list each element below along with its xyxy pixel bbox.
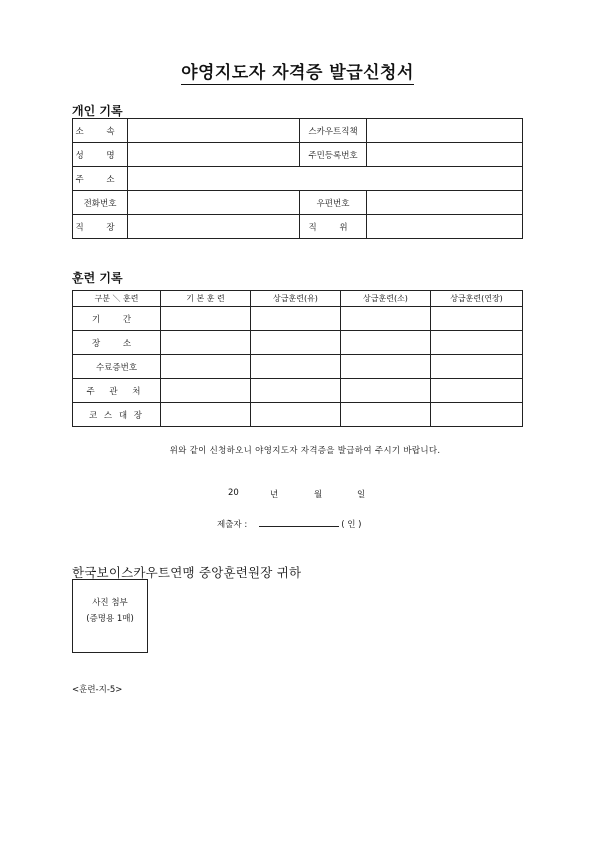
table-cell[interactable] (341, 403, 431, 427)
header-advanced-scout: 상급훈련(소) (341, 291, 431, 307)
table-cell[interactable] (251, 307, 341, 331)
training-record-table (72, 290, 523, 427)
table-row (73, 403, 523, 427)
date-day-label: 일 (357, 490, 366, 500)
job-title-label: 직 위 (300, 215, 367, 239)
table-cell[interactable] (161, 355, 251, 379)
postal-code-field[interactable] (367, 191, 523, 215)
table-cell[interactable] (341, 379, 431, 403)
header-category-training: 구분 ＼ 훈련 (73, 291, 161, 307)
job-title-field[interactable] (367, 215, 523, 239)
photo-requirement: (증명용 1매) (86, 614, 134, 624)
affiliation-field[interactable] (128, 119, 300, 143)
row-label-period: 기 간 (73, 307, 161, 331)
form-code: <훈련-지-5> (72, 685, 123, 695)
recipient-line: 한국보이스카우트연맹 중앙훈련원장 귀하 (72, 565, 302, 580)
table-cell[interactable] (431, 379, 523, 403)
photo-label: 사진 첨부 (92, 598, 128, 608)
personal-record-heading: 개인 기록 (72, 104, 123, 118)
applicant-label: 제출자 : (217, 520, 248, 530)
table-cell[interactable] (161, 307, 251, 331)
table-row (73, 331, 523, 355)
training-record-heading: 훈련 기록 (72, 271, 123, 285)
phone-label: 전화번호 (73, 191, 128, 215)
table-cell[interactable] (251, 331, 341, 355)
table-row (73, 191, 523, 215)
form-title: 야영지도자 자격증 발급신청서 (181, 63, 414, 83)
header-advanced-extended: 상급훈련(연장) (431, 291, 523, 307)
resident-number-field[interactable] (367, 143, 523, 167)
resident-number-label: 주민등록번호 (300, 143, 367, 167)
table-cell[interactable] (161, 403, 251, 427)
personal-record-table (72, 118, 523, 239)
request-statement: 위와 같이 신청하오니 야영지도자 자격증을 발급하여 주시기 바랍니다. (169, 446, 441, 456)
row-label-certificate-number: 수료증번호 (73, 355, 161, 379)
address-label: 주 소 (73, 167, 128, 191)
workplace-label: 직 장 (73, 215, 128, 239)
table-row (73, 119, 523, 143)
table-header-row (73, 291, 523, 307)
workplace-field[interactable] (128, 215, 300, 239)
table-cell[interactable] (251, 355, 341, 379)
table-cell[interactable] (251, 403, 341, 427)
name-label: 성 명 (73, 143, 128, 167)
table-cell[interactable] (431, 331, 523, 355)
table-cell[interactable] (341, 331, 431, 355)
table-row (73, 143, 523, 167)
header-advanced-cub: 상급훈련(유) (251, 291, 341, 307)
table-cell[interactable] (341, 307, 431, 331)
header-basic-training: 기 본 훈 련 (161, 291, 251, 307)
table-cell[interactable] (431, 307, 523, 331)
row-label-course-director: 코 스 대 장 (73, 403, 161, 427)
row-label-place: 장 소 (73, 331, 161, 355)
affiliation-label: 소 속 (73, 119, 128, 143)
address-field[interactable] (128, 167, 523, 191)
table-cell[interactable] (431, 403, 523, 427)
table-cell[interactable] (161, 331, 251, 355)
table-cell[interactable] (251, 379, 341, 403)
date-month-label: 월 (314, 490, 323, 500)
date-year-label: 년 (270, 490, 279, 500)
table-cell[interactable] (161, 379, 251, 403)
applicant-signature-line (217, 518, 361, 530)
name-field[interactable] (128, 143, 300, 167)
postal-code-label: 우편번호 (300, 191, 367, 215)
row-label-organizer: 주 관 처 (73, 379, 161, 403)
photo-attachment-box[interactable] (72, 579, 148, 653)
scout-position-field[interactable] (367, 119, 523, 143)
table-row (73, 307, 523, 331)
table-row (73, 379, 523, 403)
scout-position-label: 스카우트직책 (300, 119, 367, 143)
signature-field[interactable] (259, 518, 339, 527)
table-row (73, 355, 523, 379)
table-cell[interactable] (341, 355, 431, 379)
phone-field[interactable] (128, 191, 300, 215)
seal-mark: ( 인 ) (341, 520, 362, 530)
table-row (73, 215, 523, 239)
table-cell[interactable] (431, 355, 523, 379)
date-year-prefix: 20 (228, 488, 239, 498)
table-row (73, 167, 523, 191)
